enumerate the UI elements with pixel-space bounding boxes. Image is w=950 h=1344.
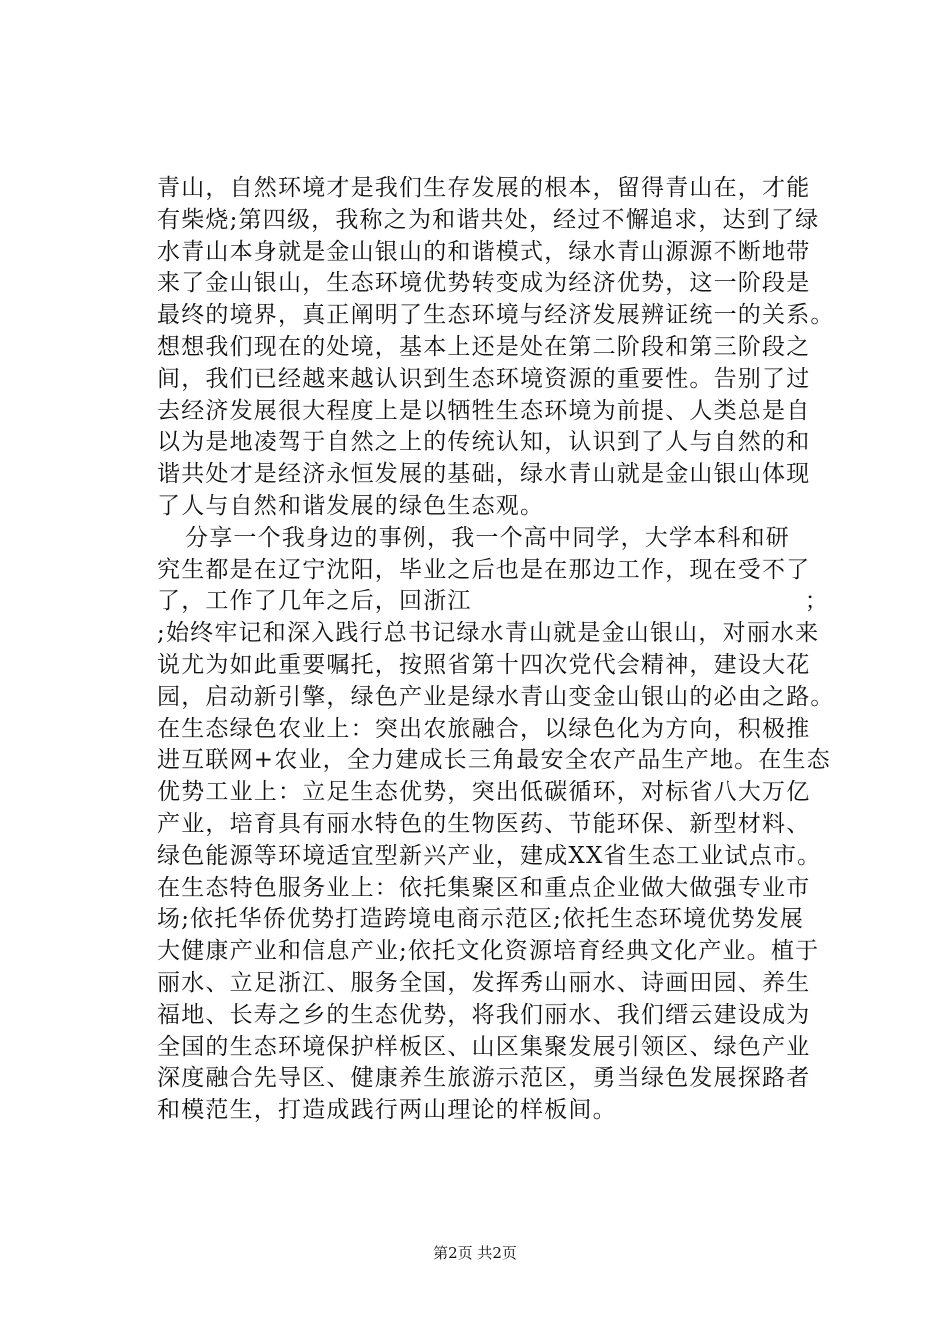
text-line: 在生态特色服务业上：依托集聚区和重点企业做大做强专业市 (157, 874, 811, 901)
text-line: 以为是地凌驾于自然之上的传统认知，认识到了人与自然的和 (157, 429, 811, 456)
text-line: 究生都是在辽宁沈阳，毕业之后也是在那边工作，现在受不了 (157, 556, 811, 583)
text-line: 青山，自然环境才是我们生存发展的根本，留得青山在，才能 (157, 175, 811, 201)
text-line-left: 了，工作了几年之后，回浙江 (157, 588, 472, 615)
text-line-split (157, 586, 829, 618)
text-line: 大健康产业和信息产业;依托文化资源培育经典文化产业。植于 (157, 938, 820, 965)
text-line: 丽水、立足浙江、服务全国，发挥秀山丽水、诗画田园、养生 (157, 969, 811, 996)
text-line: 深度融合先导区、健康养生旅游示范区，勇当绿色发展探路者 (157, 1065, 811, 1092)
text-line: 有柴烧;第四级，我称之为和谐共处，经过不懈追求，达到了绿 (157, 206, 820, 233)
text-line: 全国的生态环境保护样板区、山区集聚发展引领区、绿色产业 (157, 1033, 811, 1060)
paragraph-first-line: 分享一个我身边的事例，我一个高中同学，大学本科和研 (185, 524, 790, 551)
page-number-footer: 第2页 共2页 (433, 1244, 517, 1262)
text-line: 想想我们现在的处境，基本上还是处在第二阶段和第三阶段之 (157, 333, 811, 360)
text-line: 和模范生，打造成践行两山理论的样板间。 (157, 1097, 617, 1124)
text-line: 进互联网+农业，全力建成长三角最安全农产品生产地。在生态 (157, 747, 831, 774)
text-line: 优势工业上：立足生态优势，突出低碳循环，对标省八大万亿 (157, 779, 811, 806)
text-line: 最终的境界，真正阐明了生态环境与经济发展辨证统一的关系。 (157, 302, 835, 329)
text-line: 绿色能源等环境适宜型新兴产业，建成XX省生态工业试点市。 (157, 842, 822, 869)
text-line: 场;依托华侨优势打造跨境电商示范区;依托生态环境优势发展 (157, 906, 805, 933)
text-line: 了人与自然和谐发展的绿色生态观。 (157, 492, 545, 519)
text-line: 间，我们已经越来越认识到生态环境资源的重要性。告别了过 (157, 365, 811, 392)
text-line: 谐共处才是经济永恒发展的基础，绿水青山就是金山银山体现 (157, 461, 811, 488)
text-line: 说尤为如此重要嘱托，按照省第十四次党代会精神，建设大花 (157, 651, 811, 678)
text-line: 水青山本身就是金山银山的和谐模式，绿水青山源源不断地带 (157, 238, 811, 265)
text-line: 去经济发展很大程度上是以牺牲生态环境为前提、人类总是自 (157, 397, 811, 424)
text-line: 产业，培育具有丽水特色的生物医药、节能环保、新型材料、 (157, 810, 811, 837)
text-line: 来了金山银山，生态环境优势转变成为经济优势，这一阶段是 (157, 270, 811, 297)
text-line: 园，启动新引擎，绿色产业是绿水青山变金山银山的必由之路。 (157, 683, 835, 710)
text-line: 在生态绿色农业上：突出农旅融合，以绿色化为方向，积极推 (157, 715, 811, 742)
text-line-right: ； (804, 588, 829, 615)
document-body (157, 173, 857, 1127)
text-line: ;始终牢记和深入践行总书记绿水青山就是金山银山，对丽水来 (157, 620, 820, 647)
text-line: 福地、长寿之乡的生态优势，将我们丽水、我们缙云建设成为 (157, 1001, 811, 1028)
